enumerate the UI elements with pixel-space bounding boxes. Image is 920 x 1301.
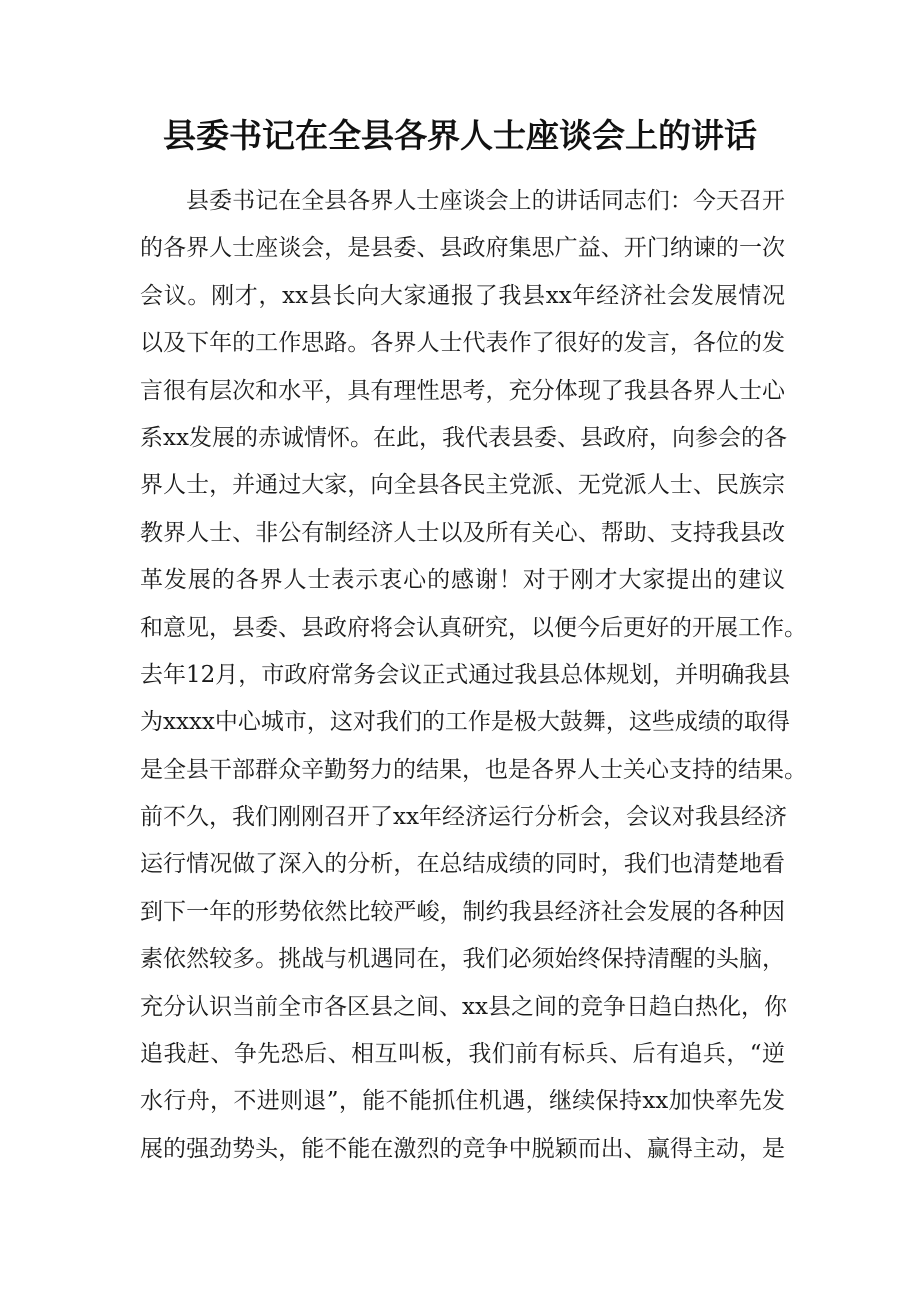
paragraph-line: 追我赶、争先恐后、相互叫板，我们前有标兵、后有追兵，“逆 bbox=[140, 1041, 785, 1068]
document-body bbox=[140, 178, 807, 1173]
paragraph-line: 革发展的各界人士表示衷心的感谢！对于刚才大家提出的建议 bbox=[140, 567, 785, 594]
paragraph-line: 言很有层次和水平，具有理性思考，充分体现了我县各界人士心 bbox=[140, 377, 785, 404]
paragraph-line: 和意见，县委、县政府将会认真研究，以便今后更好的开展工作。 bbox=[140, 614, 807, 641]
paragraph-line: 素依然较多。挑战与机遇同在，我们必须始终保持清醒的头脑， bbox=[140, 946, 785, 973]
paragraph-line: 以及下年的工作思路。各界人士代表作了很好的发言，各位的发 bbox=[140, 330, 785, 357]
paragraph-line: 到下一年的形势依然比较严峻，制约我县经济社会发展的各种因 bbox=[140, 898, 785, 925]
paragraph-line: 界人士，并通过大家，向全县各民主党派、无党派人士、民族宗 bbox=[140, 472, 785, 499]
paragraph-line: 县委书记在全县各界人士座谈会上的讲话同志们：今天召开 bbox=[186, 188, 785, 214]
paragraph-line: 系xx发展的赤诚情怀。在此，我代表县委、县政府，向参会的各 bbox=[140, 424, 787, 451]
paragraph-line: 的各界人士座谈会，是县委、县政府集思广益、开门纳谏的一次 bbox=[140, 235, 785, 262]
document-title: 县委书记在全县各界人士座谈会上的讲话 bbox=[163, 116, 757, 155]
paragraph-line: 是全县干部群众辛勤努力的结果，也是各界人士关心支持的结果。 bbox=[140, 756, 807, 783]
paragraph-line: 教界人士、非公有制经济人士以及所有关心、帮助、支持我县改 bbox=[140, 519, 785, 546]
paragraph-line: 前不久，我们刚刚召开了xx年经济运行分析会，会议对我县经济 bbox=[140, 804, 787, 831]
paragraph-line: 去年12月，市政府常务会议正式通过我县总体规划，并明确我县 bbox=[140, 661, 791, 688]
paragraph-line: 展的强劲势头，能不能在激烈的竞争中脱颖而出、赢得主动，是 bbox=[140, 1135, 785, 1162]
paragraph-line: 会议。刚才，xx县长向大家通报了我县xx年经济社会发展情况 bbox=[140, 282, 785, 309]
paragraph-line: 为xxxx中心城市，这对我们的工作是极大鼓舞，这些成绩的取得 bbox=[140, 709, 790, 736]
paragraph-line: 充分认识当前全市各区县之间、xx县之间的竞争日趋白热化，你 bbox=[140, 993, 787, 1020]
paragraph-line: 水行舟，不进则退”，能不能抓住机遇，继续保持xx加快率先发 bbox=[140, 1088, 785, 1115]
paragraph-line: 运行情况做了深入的分析，在总结成绩的同时，我们也清楚地看 bbox=[140, 851, 785, 878]
